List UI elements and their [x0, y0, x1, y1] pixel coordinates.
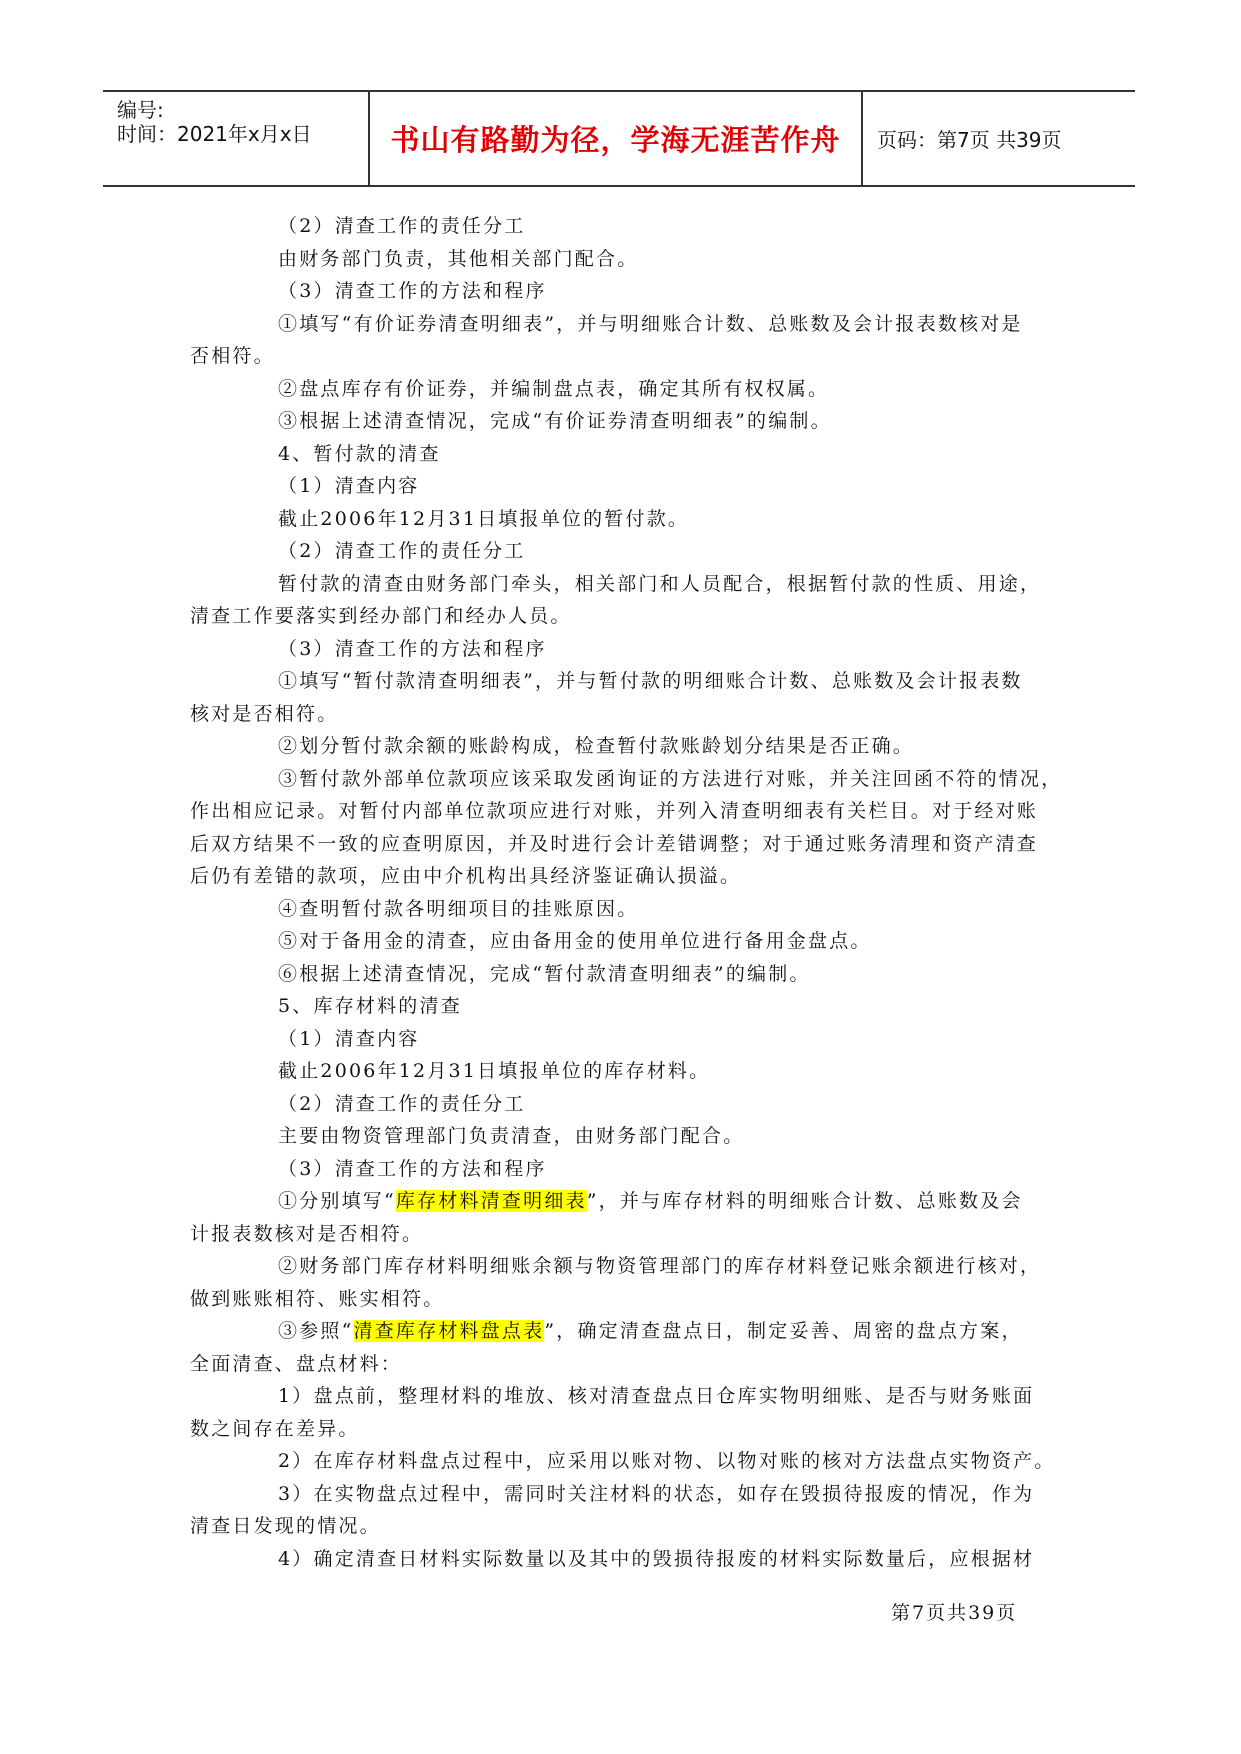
paragraph-line: 后仍有差错的款项，应由中介机构出具经济鉴证确认损溢。	[190, 865, 742, 887]
paragraph-line: （3）清查工作的方法和程序	[278, 637, 547, 660]
paragraph-line: 数之间存在差异。	[190, 1417, 360, 1440]
page-info: 页码：第7页 共39页	[877, 128, 1062, 152]
paragraph-line: ⑤对于备用金的清查，应由备用金的使用单位进行备用金盘点。	[278, 930, 872, 952]
paragraph-line: 5、库存材料的清查	[278, 995, 462, 1017]
paragraph-line: 1）盘点前，整理材料的堆放、核对清查盘点日仓库实物明细账、是否与财务账面	[278, 1385, 1035, 1407]
paragraph-line: ④查明暂付款各明细项目的挂账原因。	[278, 897, 639, 920]
paragraph-line: ②盘点库存有价证券，并编制盘点表，确定其所有权权属。	[278, 377, 830, 400]
header-motto-cell	[370, 92, 863, 185]
page-footer: 第7页共39页	[891, 1602, 1018, 1624]
line-text-after: ”，并与库存材料的明细账合计数、总账数及会	[586, 1190, 1023, 1212]
paragraph-line: 2）在库存材料盘点过程中，应采用以账对物、以物对账的核对方法盘点实物资产。	[278, 1450, 1056, 1472]
paragraph-line: （3）清查工作的方法和程序	[278, 280, 547, 302]
paragraph-line: ③暂付款外部单位款项应该采取发函询证的方法进行对账，并关注回函不符的情况，	[278, 767, 1063, 790]
paragraph-line: ①填写“暂付款清查明细表”，并与暂付款的明细账合计数、总账数及会计报表数	[278, 670, 1023, 692]
paragraph-line: 清查日发现的情况。	[190, 1515, 381, 1537]
paragraph-line: 全面清查、盘点材料：	[190, 1352, 403, 1375]
paragraph-line: 4、暂付款的清查	[278, 442, 441, 465]
header-page-info-cell	[863, 92, 1135, 185]
paragraph-line: 做到账账相符、账实相符。	[190, 1287, 445, 1310]
paragraph-line: 3）在实物盘点过程中，需同时关注材料的状态，如存在毁损待报废的情况，作为	[278, 1482, 1035, 1505]
paragraph-line: ①填写“有价证券清查明细表”，并与明细账合计数、总账数及会计报表数核对是	[278, 312, 1023, 335]
document-body	[190, 210, 1063, 1575]
paragraph-line: ③根据上述清查情况，完成“有价证券清查明细表”的编制。	[278, 410, 832, 432]
paragraph-line: ②财务部门库存材料明细账余额与物资管理部门的库存材料登记账余额进行核对，	[278, 1255, 1042, 1277]
paragraph-line: （2）清查工作的责任分工	[278, 1092, 526, 1115]
paragraph-line: ②划分暂付款余额的账龄构成，检查暂付款账龄划分结果是否正确。	[278, 735, 915, 757]
line-text-after: ”，确定清查盘点日，制定妥善、周密的盘点方案，	[544, 1320, 1023, 1342]
paragraph-line: （2）清查工作的责任分工	[278, 215, 526, 237]
highlighted-text: 清查库存材料盘点表	[353, 1320, 545, 1342]
number-label: 编号:	[117, 98, 164, 122]
paragraph-line: 主要由物资管理部门负责清查，由财务部门配合。	[278, 1125, 745, 1147]
paragraph-line: 暂付款的清查由财务部门牵头，相关部门和人员配合，根据暂付款的性质、用途，	[278, 572, 1042, 595]
paragraph-line: 截止2006年12月31日填报单位的暂付款。	[278, 507, 690, 530]
page-header	[103, 90, 1135, 187]
paragraph-line: 作出相应记录。对暂付内部单位款项应进行对账，并列入清查明细表有关栏目。对于经对账	[190, 800, 1039, 822]
line-text-before: ③参照“	[278, 1320, 354, 1342]
paragraph-line: 由财务部门负责，其他相关部门配合。	[278, 247, 639, 270]
paragraph-line: （2）清查工作的责任分工	[278, 540, 526, 562]
paragraph-line: 截止2006年12月31日填报单位的库存材料。	[278, 1060, 711, 1082]
paragraph-line: 核对是否相符。	[190, 702, 339, 725]
header-meta	[103, 92, 370, 185]
paragraph-line: 清查工作要落实到经办部门和经办人员。	[190, 605, 572, 627]
paragraph-line	[190, 1315, 1058, 1348]
motto: 书山有路勤为径，学海无涯苦作舟	[390, 123, 841, 157]
line-text-before: ①分别填写“	[278, 1190, 396, 1212]
paragraph-line: （3）清查工作的方法和程序	[278, 1157, 547, 1180]
paragraph-line: （1）清查内容	[278, 475, 420, 497]
paragraph-line: ⑥根据上述清查情况，完成“暂付款清查明细表”的编制。	[278, 962, 811, 985]
paragraph-line: 后双方结果不一致的应查明原因，并及时进行会计差错调整；对于通过账务清理和资产清查	[190, 832, 1039, 855]
paragraph-line: 4）确定清查日材料实际数量以及其中的毁损待报废的材料实际数量后，应根据材	[278, 1547, 1035, 1570]
highlighted-text: 库存材料清查明细表	[395, 1190, 587, 1212]
paragraph-line: 计报表数核对是否相符。	[190, 1222, 424, 1245]
paragraph-line: （1）清查内容	[278, 1027, 420, 1050]
paragraph-line	[190, 1185, 1058, 1218]
time-label: 时间：2021年x月x日	[117, 122, 312, 146]
paragraph-line: 否相符。	[190, 345, 275, 367]
